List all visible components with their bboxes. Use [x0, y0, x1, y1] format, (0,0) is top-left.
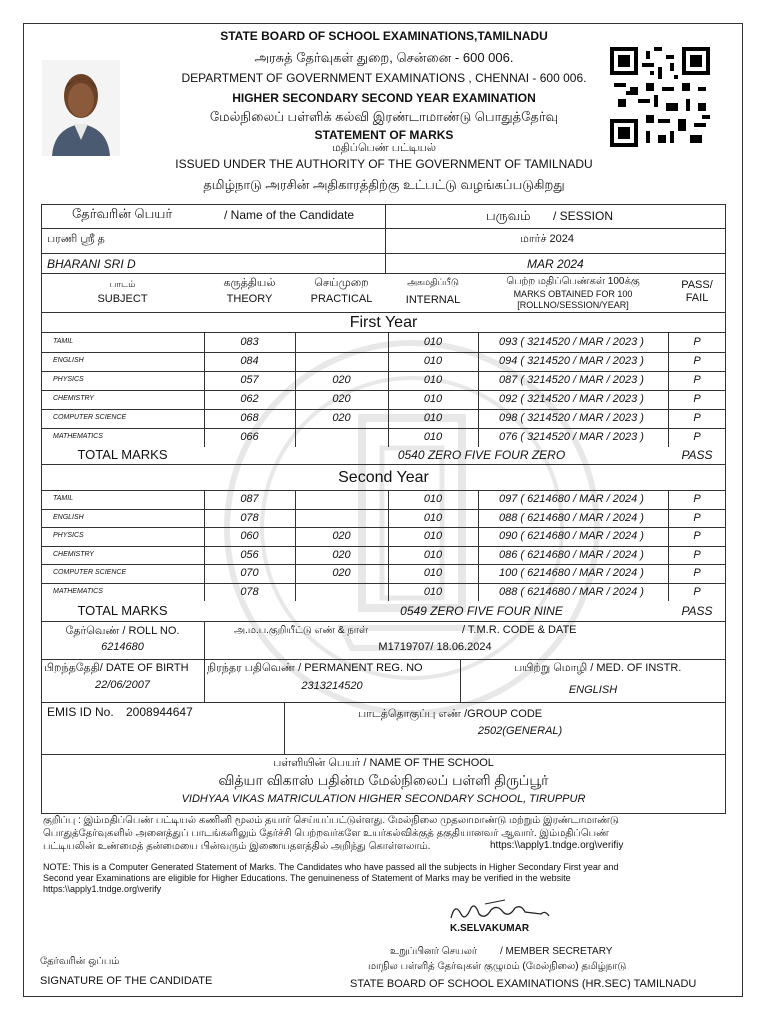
school-label: பள்ளியின் பெயர் / NAME OF THE SCHOOL: [273, 757, 494, 769]
authority-en: ISSUED UNDER THE AUTHORITY OF THE GOVERNMENT OF TAMILNADU: [175, 157, 593, 171]
board-title: STATE BOARD OF SCHOOL EXAMINATIONS,TAMILNADU: [220, 29, 548, 43]
obtained-cell: 090 ( 6214680 / MAR / 2024 ): [499, 530, 644, 542]
obtained-cell: 076 ( 3214520 / MAR / 2023 ): [499, 431, 644, 443]
tmr-label-ta: அ.ம.ப.குறியீட்டு எண் & நாள்: [234, 625, 369, 636]
col-practical-ta: செய்முறை: [314, 277, 369, 289]
theory-cell: 070: [240, 567, 259, 579]
subject-cell: COMPUTER SCIENCE: [53, 569, 127, 576]
result-cell: P: [693, 511, 701, 524]
second-year-heading: Second Year: [338, 469, 429, 486]
subject-cell: MATHEMATICS: [53, 587, 103, 595]
obtained-cell: 100 ( 6214680 / MAR / 2024 ): [499, 567, 644, 579]
internal-cell: 010: [423, 567, 443, 579]
statement-title-ta: மதிப்பெண் பட்டியல்: [331, 142, 437, 154]
perm-reg-label: நிரந்தர பதிவெண் / PERMANENT REG. NO: [207, 662, 423, 674]
practical-cell: 020: [332, 548, 351, 561]
subject-cell: ENGLISH: [53, 357, 84, 364]
col-subject-en: SUBJECT: [97, 293, 148, 305]
col-internal-ta: அகமதிப்பீடு: [407, 277, 459, 287]
internal-cell: 010: [423, 530, 443, 542]
second-year-total-label: TOTAL MARKS: [77, 603, 168, 618]
internal-cell: 010: [423, 511, 443, 524]
obtained-cell: 088 ( 6214680 / MAR / 2024 ): [499, 511, 644, 524]
col-subject-ta: பாடம்: [109, 279, 136, 289]
note-ta-url[interactable]: https:\\apply1.tndge.org\verifiy: [490, 840, 624, 851]
result-cell: P: [693, 530, 701, 542]
internal-cell: 010: [423, 493, 443, 505]
signatory-name: K.SELVAKUMAR: [450, 923, 530, 934]
tmr-value: M1719707/ 18.06.2024: [378, 641, 492, 653]
board-footer-ta: மாநில பள்ளித் தேர்வுகள் குழுமம் (மேல்நிலை) தமிழ்நாடு: [368, 961, 627, 972]
subject-cell: PHYSICS: [53, 532, 84, 539]
statement-title-en: STATEMENT OF MARKS: [314, 128, 454, 142]
second-year-total: 0549 ZERO FIVE FOUR NINE: [400, 604, 563, 618]
result-cell: P: [693, 567, 701, 579]
member-secretary-ta: உறுப்பினர் செயலர்: [390, 946, 478, 957]
subject-cell: TAMIL: [53, 338, 74, 345]
theory-cell: 062: [240, 393, 259, 405]
practical-cell: 020: [332, 567, 351, 579]
tmr-label-en: / T.M.R. CODE & DATE: [462, 624, 577, 636]
internal-cell: 010: [423, 585, 443, 598]
board-footer-en: STATE BOARD OF SCHOOL EXAMINATIONS (HR.SEC) TAMILNADU: [350, 978, 697, 990]
theory-cell: 087: [240, 493, 259, 505]
roll-label: தேர்வெண் / ROLL NO.: [65, 625, 180, 637]
obtained-cell: 086 ( 6214680 / MAR / 2024 ): [499, 548, 644, 561]
result-cell: P: [693, 548, 701, 561]
internal-cell: 010: [423, 336, 443, 348]
medium-value: ENGLISH: [568, 684, 618, 696]
candidate-name-ta: பரணி ஸ்ரீ த: [47, 233, 105, 245]
obtained-cell: 092 ( 3214520 / MAR / 2023 ): [499, 393, 644, 405]
obtained-cell: 087 ( 3214520 / MAR / 2023 ): [499, 374, 644, 386]
emis-no: 2008944647: [126, 705, 193, 719]
internal-cell: 010: [423, 393, 443, 405]
internal-cell: 010: [423, 374, 443, 386]
candidate-signature-ta: தேர்வரின் ஒப்பம்: [40, 956, 120, 967]
note-en-line1: NOTE: This is a Computer Generated Statement of Marks. The Candidates who have passed all the subjects in Higher Secondary First year and: [43, 862, 619, 872]
theory-cell: 078: [240, 511, 259, 524]
subject-cell: ENGLISH: [53, 513, 84, 521]
result-cell: P: [693, 374, 701, 386]
obtained-cell: 097 ( 6214680 / MAR / 2024 ): [499, 493, 644, 505]
roll-no: 6214680: [101, 641, 144, 653]
obtained-cell: 088 ( 6214680 / MAR / 2024 ): [499, 585, 644, 598]
subject-cell: CHEMISTRY: [53, 395, 94, 402]
school-name-en: VIDHYAA VIKAS MATRICULATION HIGHER SECONDARY SCHOOL, TIRUPPUR: [181, 793, 586, 805]
note-ta-line2: பொதுத்தேர்வுகளில் அனைத்துப் பாடங்களிலும் தேர்ச்சி பெற்றவர்களே உயர்கல்விக்குத் தகுதியானவர் ஆவார். இம்மதிப்பெண்: [43, 828, 609, 839]
obtained-cell: 093 ( 3214520 / MAR / 2023 ): [499, 336, 644, 348]
practical-cell: 020: [332, 412, 351, 424]
practical-cell: 020: [332, 530, 351, 542]
col-obtained-sub: [ROLLNO/SESSION/YEAR]: [517, 300, 629, 310]
theory-cell: 068: [240, 412, 259, 424]
exam-title-ta: மேல்நிலைப் பள்ளிக் கல்வி இரண்டாமாண்டு பொதுத்தேர்வு: [209, 109, 559, 124]
group-code: 2502(GENERAL): [477, 725, 563, 737]
name-label-en: / Name of the Candidate: [224, 208, 355, 222]
first-year-total: 0540 ZERO FIVE FOUR ZERO: [397, 448, 566, 462]
first-year-total-label: TOTAL MARKS: [77, 447, 168, 462]
perm-reg-no: 2313214520: [301, 680, 363, 692]
note-ta-line1: குறிப்பு : இம்மதிப்பெண் பட்டியல் கணினி மூலம் தயார் செய்யப்பட்டுள்ளது. மேல்நிலை முதலாமாண்டு மற்றும் இரண்டாமாண்டு: [43, 815, 619, 826]
col-internal-en: INTERNAL: [405, 294, 461, 306]
emis-label: EMIS ID No.: [47, 705, 114, 719]
practical-cell: 020: [332, 393, 351, 405]
session-en: MAR 2024: [527, 257, 584, 271]
dob-value: 22/06/2007: [94, 679, 151, 691]
theory-cell: 083: [240, 336, 259, 348]
theory-cell: 066: [240, 431, 259, 443]
note-en-url[interactable]: https:\\apply1.tndge.org\verify: [43, 884, 162, 894]
result-cell: P: [693, 355, 701, 367]
obtained-cell: 094 ( 3214520 / MAR / 2023 ): [499, 355, 644, 367]
note-en-line2: Second year Examinations are eligible for Higher Educations. The genuineness of Statement of Marks may be verified in the website: [43, 873, 571, 883]
second-year-result: PASS: [681, 604, 713, 618]
col-theory-ta: கருத்தியல்: [223, 277, 276, 289]
subject-cell: MATHEMATICS: [53, 433, 103, 440]
candidate-signature-en: SIGNATURE OF THE CANDIDATE: [40, 975, 213, 987]
obtained-cell: 098 ( 3214520 / MAR / 2023 ): [499, 412, 644, 424]
name-label-ta: தேர்வரின் பெயர்: [72, 206, 173, 221]
theory-cell: 057: [240, 374, 259, 386]
col-fail-en: FAIL: [685, 292, 709, 304]
subject-cell: PHYSICS: [53, 376, 84, 383]
school-name-ta: வித்யா விகாஸ் பதின்ம மேல்நிலைப் பள்ளி திருப்பூர்: [218, 772, 549, 788]
internal-cell: 010: [423, 412, 443, 424]
theory-cell: 084: [240, 355, 259, 367]
result-cell: P: [693, 412, 701, 424]
group-label: பாடத்தொகுப்பு எண் /GROUP CODE: [358, 708, 543, 720]
dob-label: பிறந்ததேதி/ DATE OF BIRTH: [44, 662, 189, 674]
medium-label: பயிற்று மொழி / MED. OF INSTR.: [514, 662, 682, 674]
result-cell: P: [693, 493, 701, 505]
session-label-ta: பருவம்: [486, 208, 531, 223]
dept-title-ta: அரசுத் தேர்வுகள் துறை, சென்னை - 600 006.: [254, 50, 514, 65]
member-secretary-en: / MEMBER SECRETARY: [500, 946, 613, 957]
theory-cell: 056: [240, 548, 259, 561]
col-practical-en: PRACTICAL: [310, 293, 373, 305]
exam-title-en: HIGHER SECONDARY SECOND YEAR EXAMINATION: [232, 91, 536, 105]
internal-cell: 010: [423, 431, 443, 443]
result-cell: P: [693, 336, 701, 348]
theory-cell: 060: [240, 530, 259, 542]
practical-cell: 020: [332, 374, 351, 386]
session-ta: மார்ச் 2024: [520, 233, 574, 245]
authority-ta: தமிழ்நாடு அரசின் அதிகாரத்திற்கு உட்பட்டு வழங்கப்படுகிறது: [203, 177, 565, 192]
subject-cell: TAMIL: [53, 495, 74, 502]
internal-cell: 010: [423, 548, 443, 561]
session-label-en: / SESSION: [553, 209, 614, 223]
result-cell: P: [693, 585, 701, 598]
dept-title-en: DEPARTMENT OF GOVERNMENT EXAMINATIONS , CHENNAI - 600 006.: [181, 71, 587, 85]
col-theory-en: THEORY: [226, 293, 273, 305]
candidate-name-en: BHARANI SRI D: [47, 257, 136, 271]
internal-cell: 010: [423, 355, 443, 367]
note-ta-line3: பட்டியலின் உண்மைத் தன்மையை பின்வரும் இணையதளத்தில் அறிந்து கொள்ளலாம்.: [43, 841, 431, 852]
first-year-heading: First Year: [349, 314, 418, 331]
result-cell: P: [693, 431, 701, 443]
col-obtained-en: MARKS OBTAINED FOR 100: [513, 289, 633, 299]
first-year-result: PASS: [681, 448, 713, 462]
subject-cell: COMPUTER SCIENCE: [53, 414, 127, 421]
col-pass-en: PASS/: [681, 279, 713, 291]
result-cell: P: [693, 393, 701, 405]
subject-cell: CHEMISTRY: [53, 550, 94, 558]
theory-cell: 078: [240, 585, 259, 598]
col-obtained-ta: பெற்ற மதிப்பெண்கள் 100க்கு: [506, 276, 640, 287]
